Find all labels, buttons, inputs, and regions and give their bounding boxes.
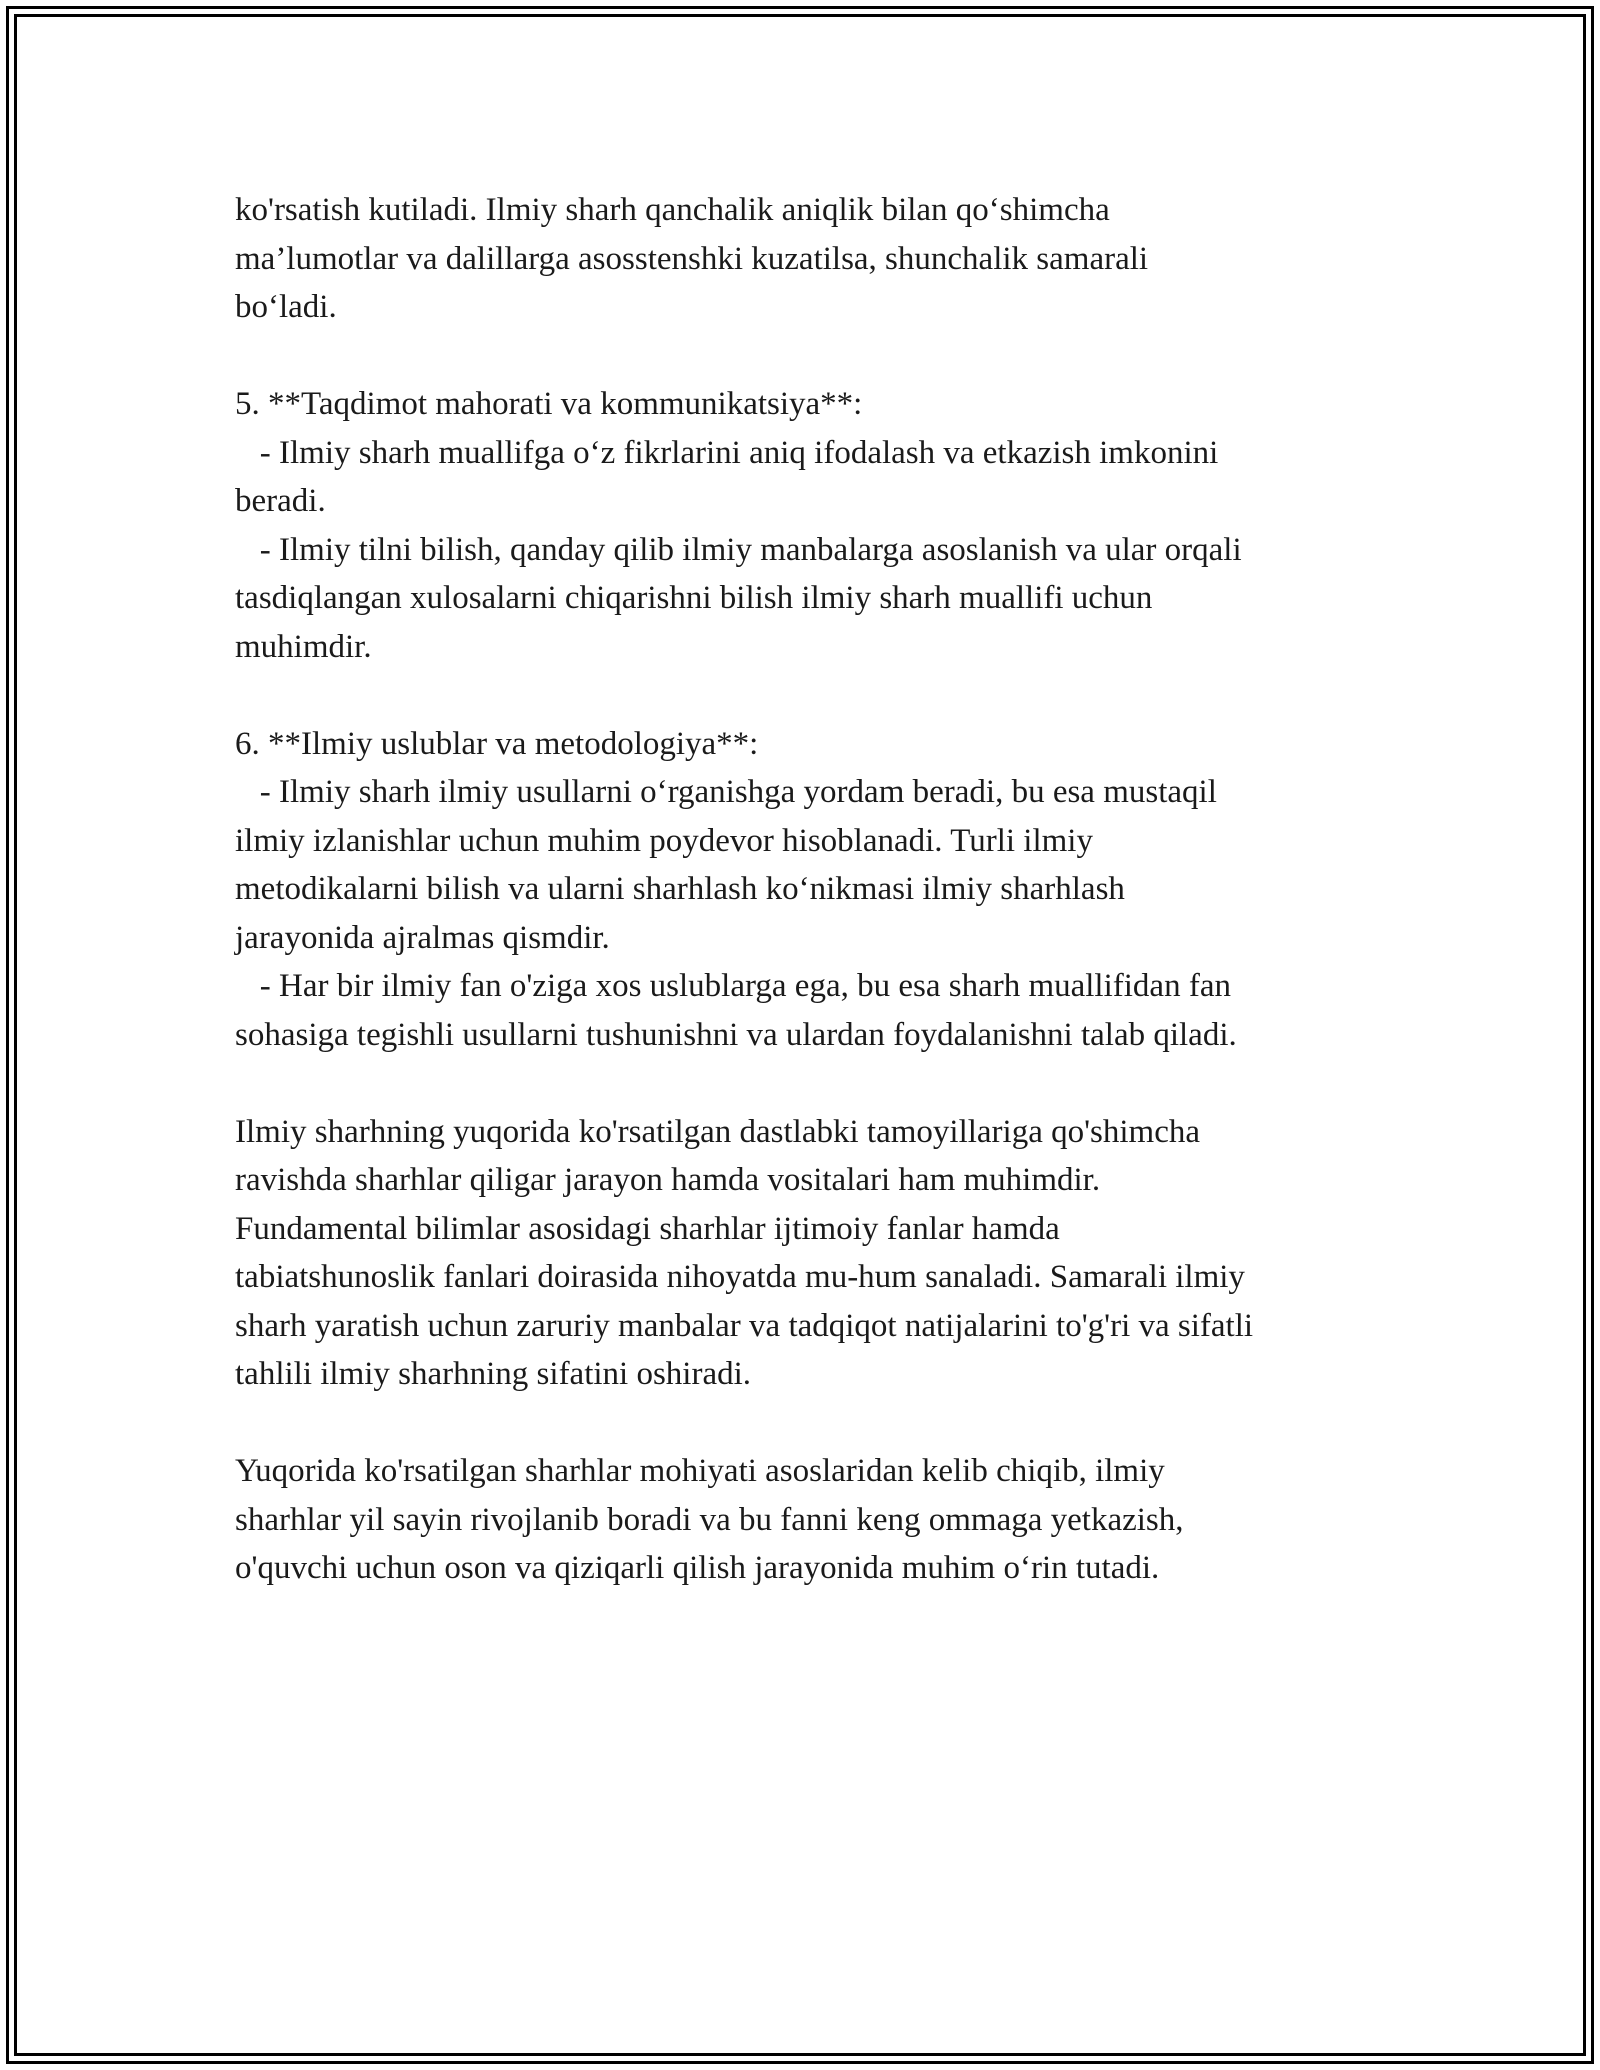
text-line: jarayonida ajralmas qismdir. (235, 919, 610, 956)
text-line: - Ilmiy tilni bilish, qanday qilib ilmiy manbalarga asoslanish va ular orqali (235, 531, 1242, 568)
text-line: Fundamental bilimlar asosidagi sharhlar ijtimoiy fanlar hamda (235, 1210, 1060, 1247)
text-line: beradi. (235, 483, 326, 519)
text-line: tahlili ilmiy sharhning sifatini oshiradi. (235, 1356, 752, 1392)
text-line: tasdiqlangan xulosalarni chiqarishni bilish ilmiy sharh muallifi uchun (235, 580, 1153, 616)
text-line: ko'rsatish kutiladi. Ilmiy sharh qanchalik aniqlik bilan qo‘shimcha (235, 192, 1110, 228)
section-6-methodology (235, 720, 1415, 1060)
paragraph-continuation (235, 186, 1415, 332)
text-line: - Har bir ilmiy fan o'ziga xos uslublarga ega, bu esa sharh muallifidan fan (235, 968, 1231, 1004)
paragraph-conclusion (235, 1447, 1415, 1593)
text-line: sohasiga tegishli usullarni tushunishni va ulardan foydalanishni talab qiladi. (235, 1016, 1237, 1053)
section-5-presentation-skills (235, 380, 1415, 671)
text-line: sharh yaratish uchun zaruriy manbalar va tadqiqot natijalarini to'g'ri va sifatli (235, 1307, 1254, 1344)
text-line: muhimdir. (235, 628, 372, 665)
text-line: Ilmiy sharhning yuqorida ko'rsatilgan dastlabki tamoyillariga qo'shimcha (235, 1113, 1201, 1150)
text-line: metodikalarni bilish va ularni sharhlash ko‘nikmasi ilmiy sharhlash (235, 871, 1125, 907)
text-line: - Ilmiy sharh ilmiy usullarni o‘rganishga yordam beradi, bu esa mustaqil (235, 774, 1217, 810)
text-line: Yuqorida ko'rsatilgan sharhlar mohiyati asoslaridan kelib chiqib, ilmiy (235, 1453, 1165, 1489)
text-line: ravishda sharhlar qiligar jarayon hamda vositalari ham muhimdir. (235, 1162, 1101, 1198)
text-line: bo‘ladi. (235, 289, 337, 325)
section-heading: 5. **Taqdimot mahorati va kommunikatsiya**: (235, 386, 863, 422)
text-line: ilmiy izlanishlar uchun muhim poydevor hisoblanadi. Turli ilmiy (235, 822, 1093, 859)
text-line: sharhlar yil sayin rivojlanib boradi va bu fanni keng ommaga yetkazish, (235, 1501, 1184, 1538)
paragraph-principles (235, 1108, 1415, 1399)
text-line: o'quvchi uchun oson va qiziqarli qilish jarayonida muhim o‘rin tutadi. (235, 1550, 1160, 1586)
document-body (235, 186, 1415, 1641)
text-line: tabiatshunoslik fanlari doirasida nihoyatda mu-hum sanaladi. Samarali ilmiy (235, 1259, 1245, 1295)
section-heading: 6. **Ilmiy uslublar va metodologiya**: (235, 725, 759, 762)
text-line: - Ilmiy sharh muallifga o‘z fikrlarini aniq ifodalash va etkazish imkonini (235, 434, 1219, 471)
text-line: ma’lumotlar va dalillarga asosstenshki kuzatilsa, shunchalik samarali (235, 240, 1149, 277)
